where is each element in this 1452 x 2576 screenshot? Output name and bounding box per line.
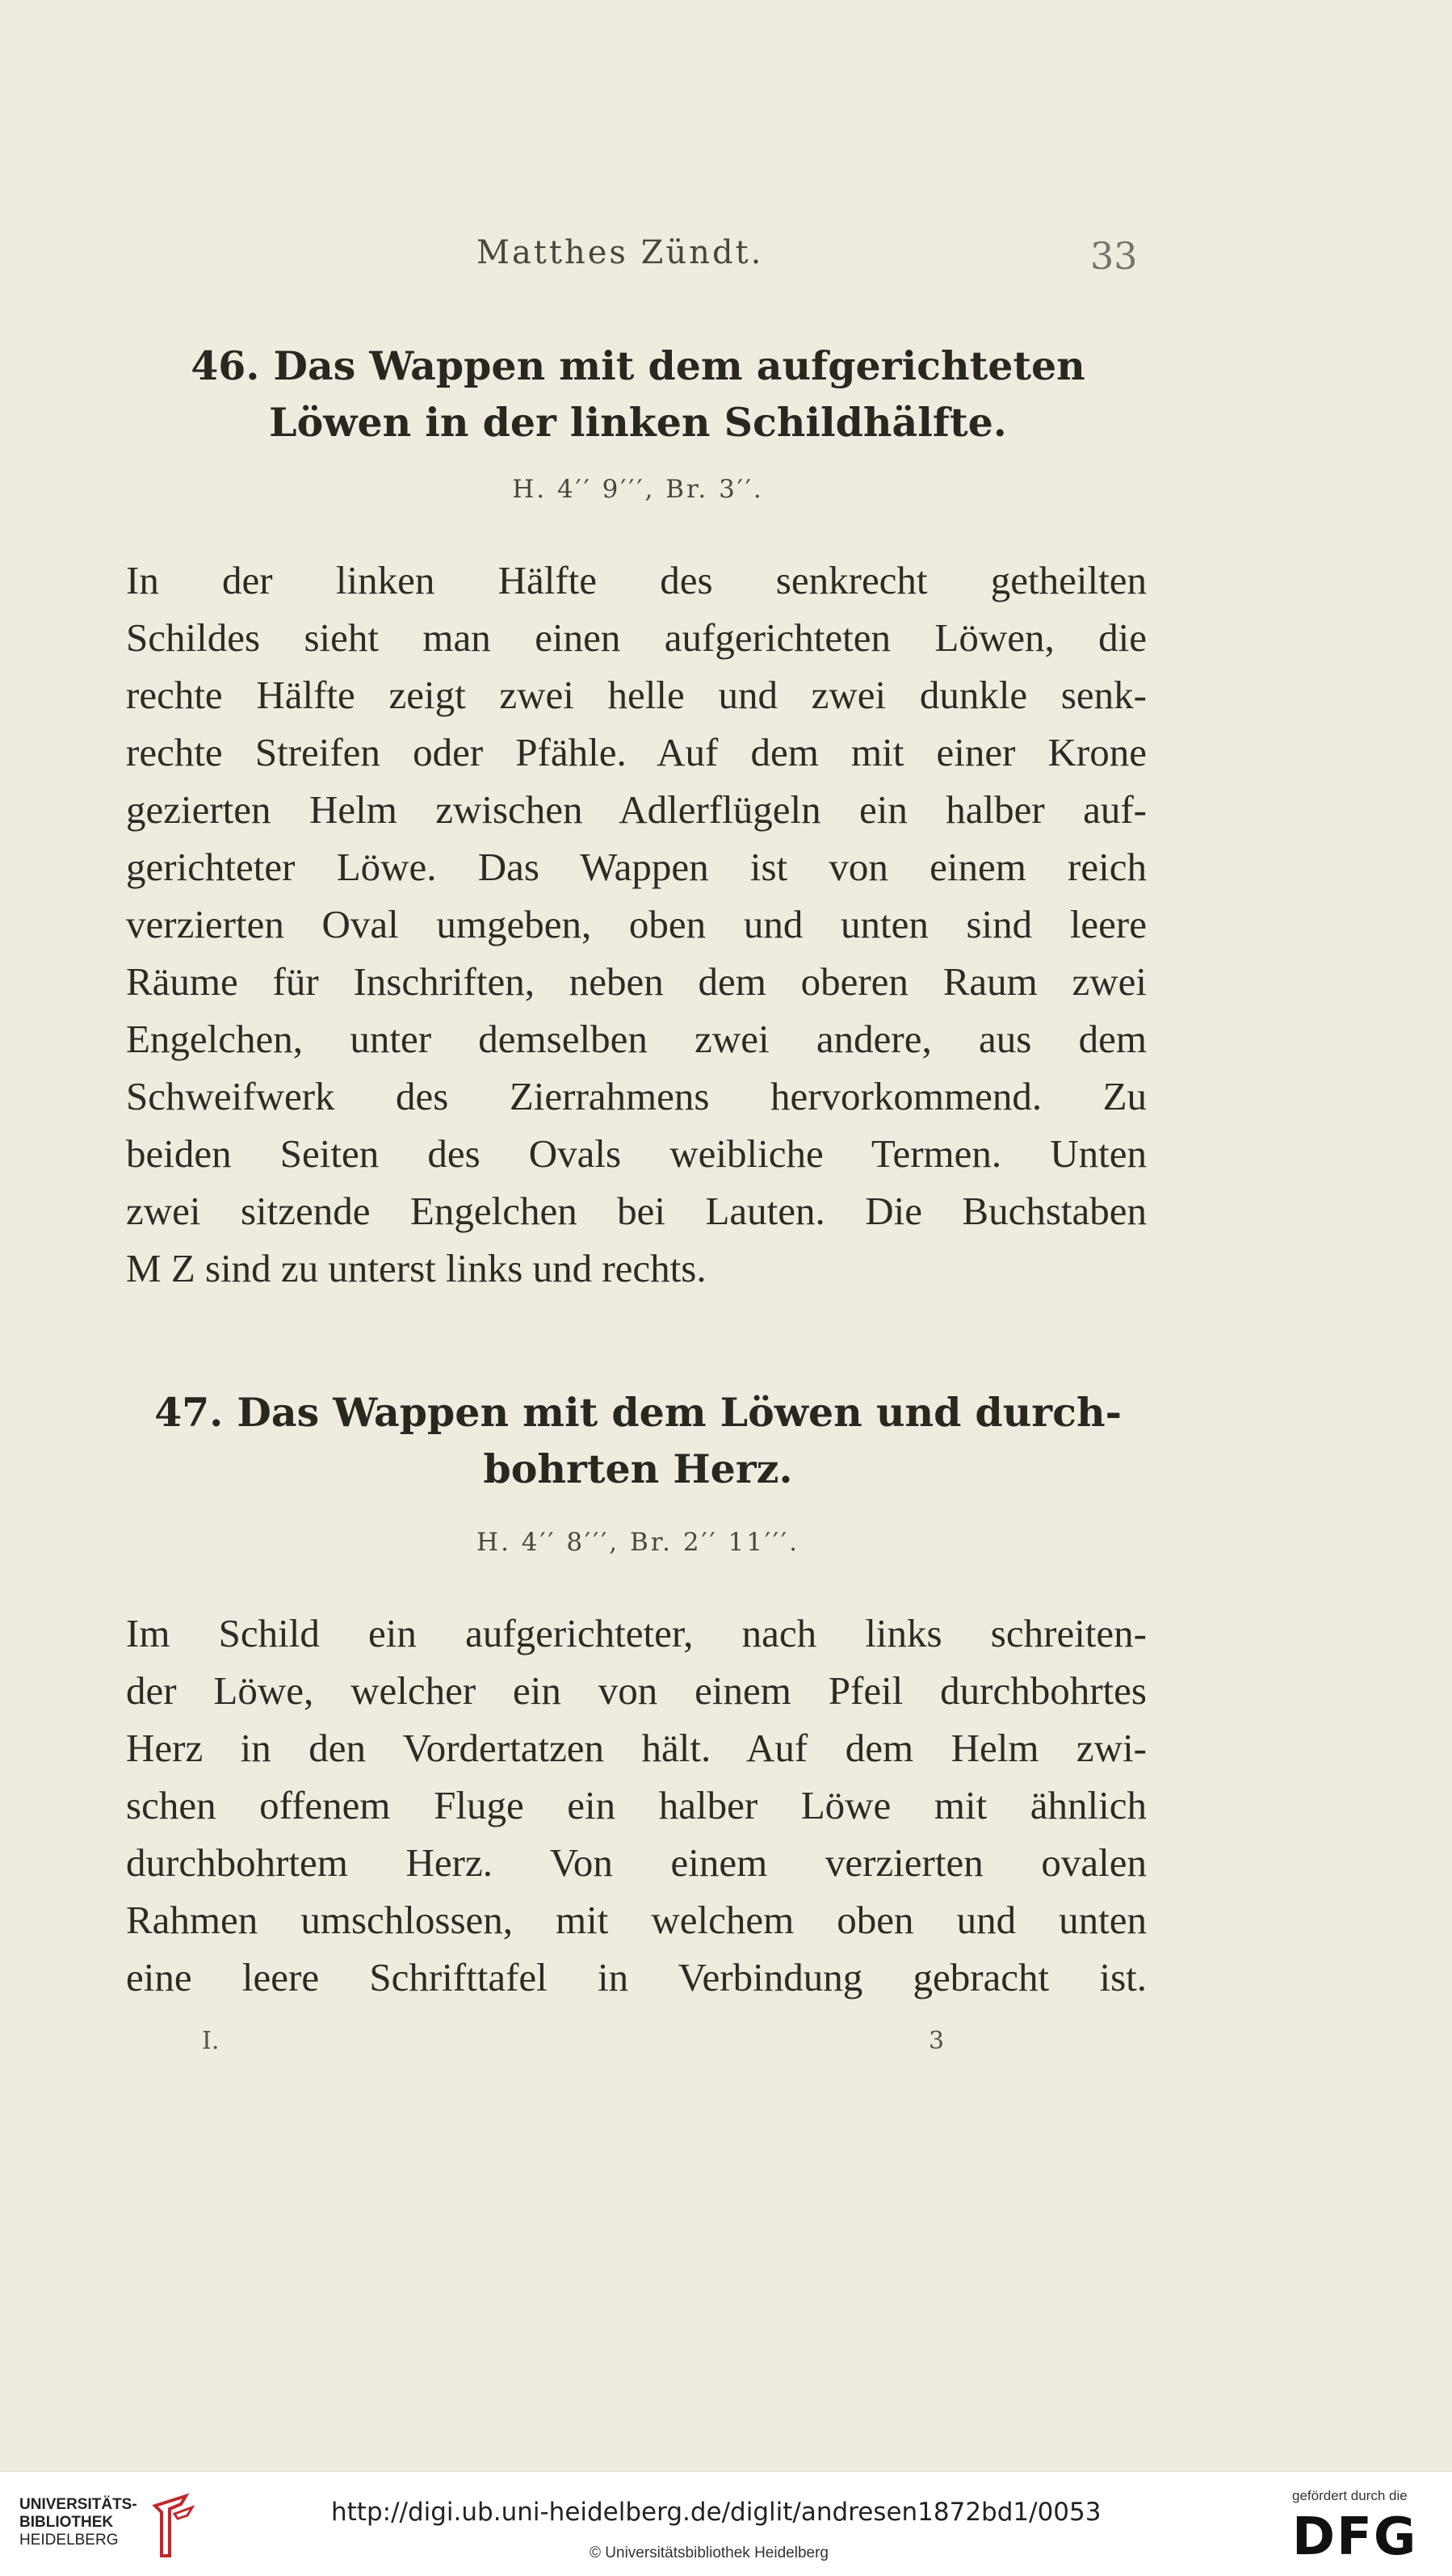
text-line: Herz in den Vordertatzen hält. Auf dem Helm zwi- (126, 1726, 1147, 1770)
library-name-line-1: UNIVERSITÄTS- (19, 2496, 137, 2513)
funded-by-label: gefördert durch die (1292, 2488, 1408, 2503)
text-line: verzierten Oval umgeben, oben und unten sind leere (126, 902, 1147, 946)
running-title: Matthes Zündt. (476, 234, 764, 271)
viewer-footer (0, 2471, 1452, 2576)
copyright-notice: © Universitätsbibliothek Heidelberg (590, 2545, 829, 2561)
text-line: beiden Seiten des Ovals weibliche Termen. Unten (126, 1131, 1147, 1176)
text-line: In der linken Hälfte des senkrecht getheilten (126, 558, 1147, 602)
text-line: Rahmen umschlossen, mit welchem oben und unten (126, 1898, 1147, 1942)
text-line: Im Schild ein aufgerichteter, nach links schreiten- (126, 1611, 1147, 1655)
text-line: durchbohrtem Herz. Von einem verzierten ovalen (126, 1840, 1147, 1885)
text-line: eine leere Schrifttafel in Verbindung gebracht ist. (126, 1955, 1147, 1999)
entry-47-dimensions: H. 4′′ 8′′′, Br. 2′′ 11′′′. (476, 1528, 799, 1557)
library-name (19, 2496, 137, 2549)
library-logo-icon (145, 2490, 202, 2562)
entry-46-title-line-2: Löwen in der linken Schildhälfte. (269, 399, 1007, 446)
entry-47-title-line-1: 47. Das Wappen mit dem Löwen und durch- (154, 1389, 1122, 1436)
signature-mark-right: 3 (929, 2027, 945, 2055)
text-line: Schildes sieht man einen aufgerichteten Löwen, die (126, 615, 1147, 660)
text-line: Engelchen, unter demselben zwei andere, aus dem (126, 1017, 1147, 1061)
page-number: 33 (1090, 234, 1138, 278)
dfg-logo: DFG (1292, 2507, 1418, 2567)
text-line: zwei sitzende Engelchen bei Lauten. Die Buchstaben (126, 1189, 1147, 1233)
entry-46-dimensions: H. 4′′ 9′′′, Br. 3′′. (512, 475, 764, 504)
text-line: rechte Streifen oder Pfähle. Auf dem mit einer Krone (126, 730, 1147, 774)
text-line: der Löwe, welcher ein von einem Pfeil durchbohrtes (126, 1668, 1147, 1713)
text-line: gezierten Helm zwischen Adlerflügeln ein halber auf- (126, 787, 1147, 832)
library-name-line-2: BIBLIOTHEK (19, 2514, 114, 2531)
library-name-line-3: HEIDELBERG (19, 2532, 119, 2549)
text-line: Räume für Inschriften, neben dem oberen Raum zwei (126, 959, 1147, 1004)
signature-mark-left: I. (202, 2027, 220, 2055)
text-line: schen offenem Fluge ein halber Löwe mit ähnlich (126, 1783, 1147, 1827)
text-line: gerichteter Löwe. Das Wappen ist von einem reich (126, 845, 1147, 889)
text-line: M Z sind zu unterst links und rechts. (126, 1246, 707, 1290)
text-line: rechte Hälfte zeigt zwei helle und zwei dunkle senk- (126, 673, 1147, 717)
permalink-url[interactable]: http://digi.ub.uni-heidelberg.de/diglit/andresen1872bd1/0053 (331, 2498, 1102, 2527)
text-line: Schweifwerk des Zierrahmens hervorkommend. Zu (126, 1074, 1147, 1118)
entry-46-title-line-1: 46. Das Wappen mit dem aufgerichteten (191, 342, 1085, 389)
entry-47-title-line-2: bohrten Herz. (483, 1445, 793, 1492)
